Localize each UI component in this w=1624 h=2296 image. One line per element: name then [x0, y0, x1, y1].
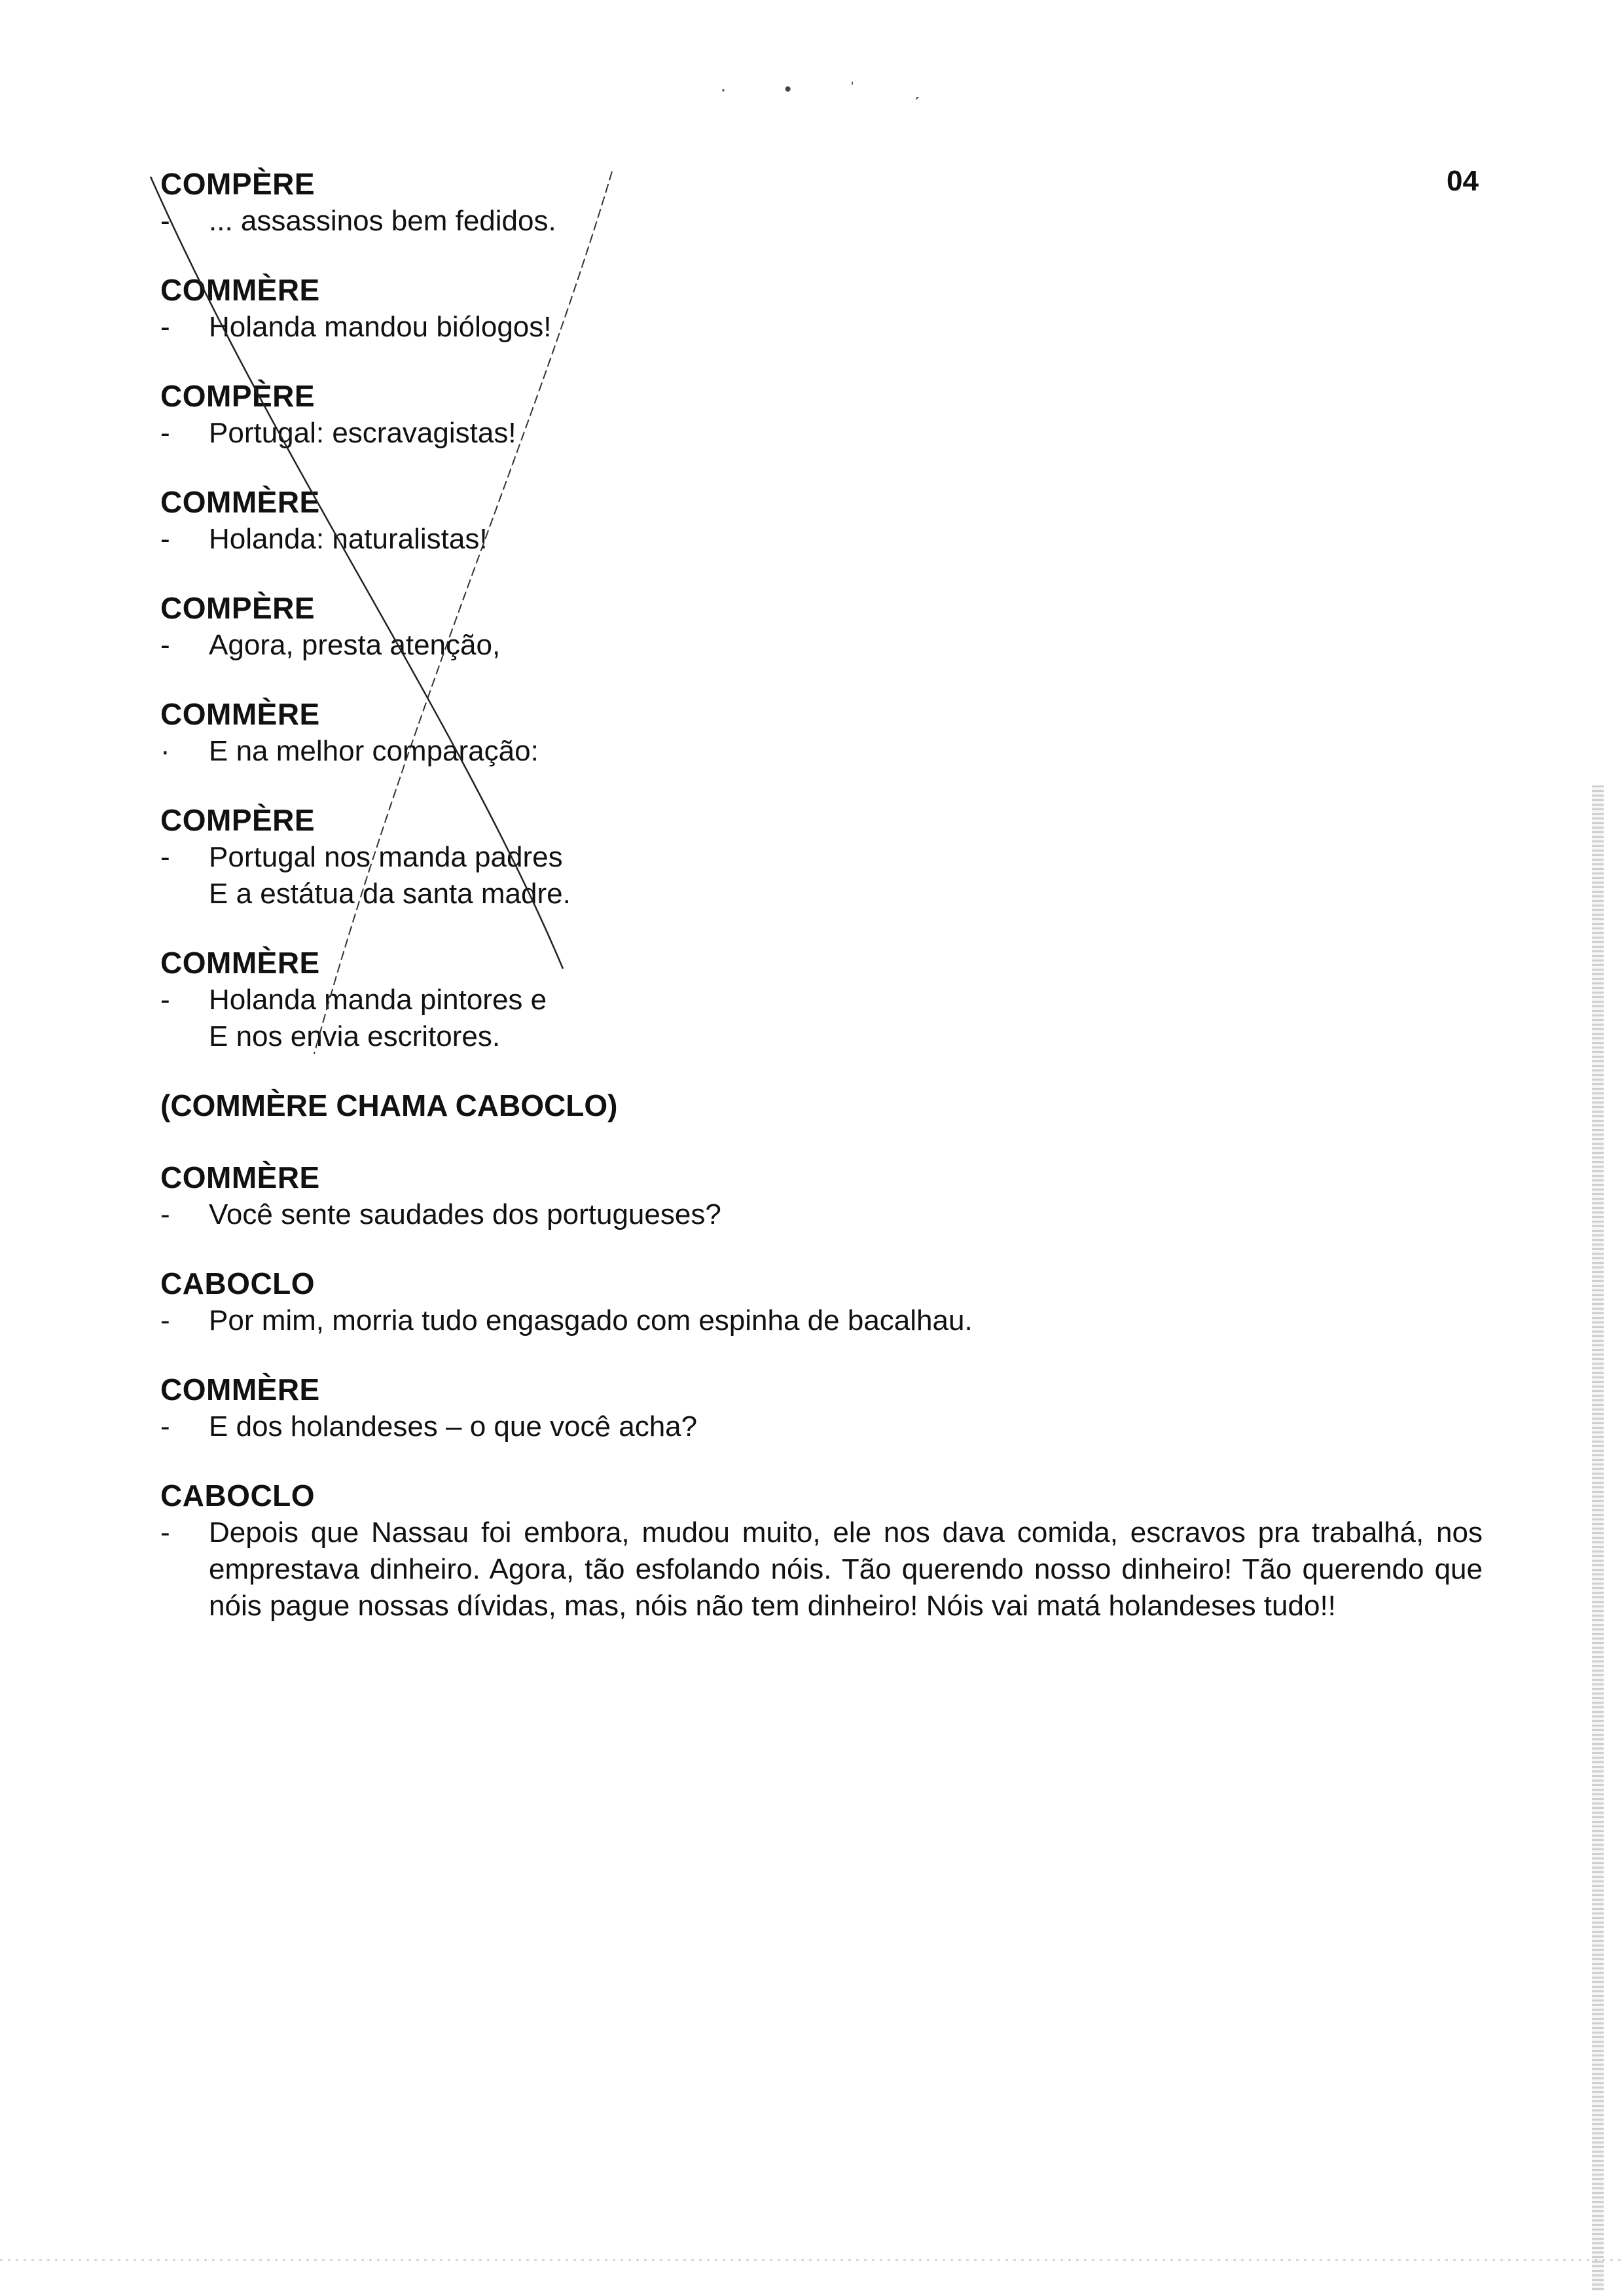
line-dash: - [160, 311, 170, 343]
speaker-name: COMPÈRE [160, 591, 316, 625]
line-dash: - [160, 1304, 170, 1336]
speaker-name: COMMÈRE [160, 1372, 320, 1407]
speaker-name: COMMÈRE [160, 1160, 320, 1194]
line-text: Agora, presta atenção, [209, 629, 501, 661]
line-text: E a estátua da santa madre. [209, 878, 571, 910]
speaker-name: COMPÈRE [160, 167, 316, 201]
strike-stroke-right [314, 171, 612, 1054]
line-dash: - [160, 984, 170, 1016]
line-text: Portugal: escravagistas! [209, 417, 516, 449]
speaker-name: COMPÈRE [160, 803, 316, 837]
line-text: E nos envia escritores. [209, 1020, 501, 1052]
line-dash: - [160, 1516, 170, 1549]
line-text: Depois que Nassau foi embora, mudou muito, ele nos dava comida, escravos pra trabalhá, nos emprestava dinheiro. Agora, tão esfolando nóis. Tão querendo nosso dinheiro! Tão querendo que nóis pague nossas dívidas, mas, nóis não tem dinheiro! Nóis vai matá holandeses tudo!! [209, 1516, 1483, 1622]
line-text: Holanda manda pintores e [209, 984, 547, 1016]
speaker-name: CABOCLO [160, 1266, 316, 1300]
strike-stroke-left [151, 177, 563, 969]
line-dash: - [160, 417, 170, 449]
line-dash: - [160, 629, 170, 661]
line-text: Você sente saudades dos portugueses? [209, 1198, 721, 1230]
line-dash: - [160, 841, 170, 873]
scan-bottom-artifact [0, 2259, 1624, 2261]
speaker-name: COMMÈRE [160, 697, 320, 731]
line-dash: - [160, 523, 170, 555]
line-dash: - [160, 1410, 170, 1443]
page-number: 04 [1447, 165, 1479, 197]
line-text: E dos holandeses – o que você acha? [209, 1410, 698, 1443]
speaker-name: COMMÈRE [160, 485, 320, 519]
line-text: ... assassinos bem fedidos. [209, 205, 556, 237]
line-dash: · [160, 735, 170, 767]
line-text: Portugal nos manda padres [209, 841, 563, 873]
scan-border-artifact [1592, 785, 1604, 2291]
line-dash: - [160, 1198, 170, 1230]
speaker-name: COMPÈRE [160, 379, 316, 413]
line-text: Por mim, morria tudo engasgado com espinha de bacalhau. [209, 1304, 973, 1336]
scan-specks: · • ˈ ˏ [720, 79, 947, 100]
speaker-name: COMMÈRE [160, 946, 320, 980]
line-dash: - [160, 205, 170, 237]
line-text: E na melhor comparação: [209, 735, 539, 767]
line-text: Holanda: naturalistas! [209, 523, 488, 555]
line-text: Holanda mandou biólogos! [209, 311, 552, 343]
stage-direction: (COMMÈRE CHAMA CABOCLO) [160, 1088, 618, 1122]
speaker-name: COMMÈRE [160, 273, 320, 307]
speaker-name: CABOCLO [160, 1479, 316, 1513]
